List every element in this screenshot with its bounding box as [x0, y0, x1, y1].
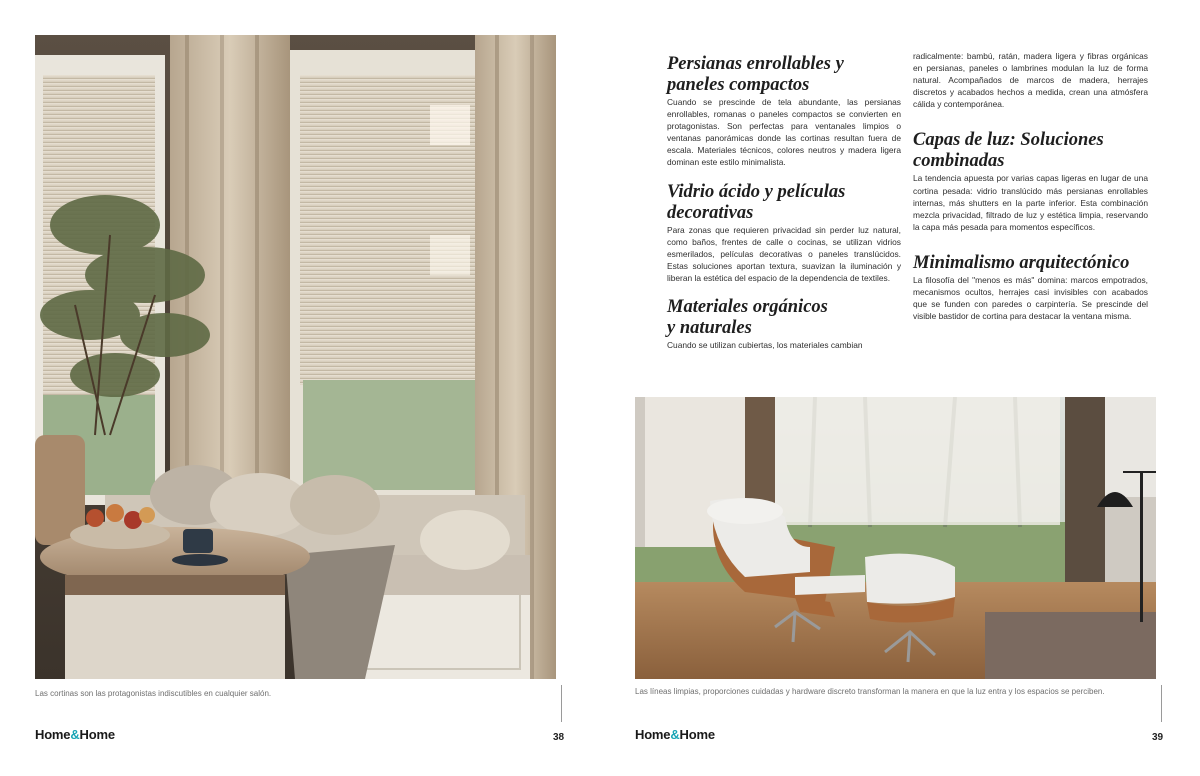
body-vidrio: Para zonas que requieren privacidad sin perder luz natural, como baños, frentes de calle o cocinas, se utilizan vidrios esmerilados, películas decorativas o paneles translúcidos. Estas soluciones aportan textura, suavizan la iluminación y liberan la estética del espacio de la dependencia de textiles.: [667, 224, 901, 283]
body-minimalismo: La filosofía del "menos es más" domina: marcos empotrados, mecanismos ocultos, herrajes casi invisibles con acabados que se funden con paredes o carpintería. Se prescinde del visible bastidor de cortina para destacar la ventana misma.: [913, 274, 1148, 322]
heading-vidrio: Vidrio ácido y películas decorativas: [667, 181, 846, 223]
left-page-photo: [35, 35, 556, 679]
text-column-2: [913, 50, 1148, 322]
body-capas: La tendencia apuesta por varias capas ligeras en lugar de una cortina pesada: vidrio translúcido más persianas enrollables internas, más shutters en la parte inferior. Esta combinación mezcla privacidad, filtrado de luz y estética limpia, reservando la capa más pesada para momentos específicos.: [913, 173, 1148, 232]
right-photo-caption: Las líneas limpias, proporciones cuidadas y hardware discreto transforman la manera en que la luz entra y los espacios se perciben.: [635, 687, 1105, 696]
page-number-left: 38: [553, 732, 565, 743]
body-materiales-start: Cuando se utilizan cubiertas, los materiales cambian: [667, 340, 863, 351]
heading-materiales: Materiales orgánicos y naturales: [667, 297, 828, 339]
right-page-photo: [635, 397, 1156, 679]
right-caption-divider: [1161, 685, 1162, 722]
body-persianas: Cuando se prescinde de tela abundante, las persianas enrollables, romanas o paneles compactos se convierten en protagonistas. Son perfectas para ventanales limpios o ventanas panorámicas donde las cortinas resultan fuera de escala. Materiales técnicos, colores neutros y madera ligera dominan este estilo minimalista.: [667, 97, 901, 168]
heading-persianas: Persianas enrollables y paneles compactos: [667, 54, 844, 95]
heading-capas: Capas de luz: Soluciones combinadas: [913, 130, 1104, 172]
left-photo-caption: Las cortinas son las protagonistas indiscutibles en cualquier salón.: [35, 689, 272, 698]
brand-logo-left: Home&Home: [35, 727, 115, 742]
heading-minimalismo: Minimalismo arquitectónico: [913, 252, 1130, 273]
text-column-1: [667, 54, 901, 351]
body-materiales-cont: radicalmente: bambú, ratán, madera ligera y fibras orgánicas en persianas, paneles o lambrines modulan la luz de forma natural. Acompañados de marcos de madera, herrajes discretos y acabados hechos a medida, crean una atmósfera cálida y contemporánea.: [913, 51, 1148, 110]
page-number-right: 39: [1152, 732, 1164, 743]
left-caption-divider: [561, 685, 562, 722]
brand-logo-right: Home&Home: [635, 727, 715, 742]
